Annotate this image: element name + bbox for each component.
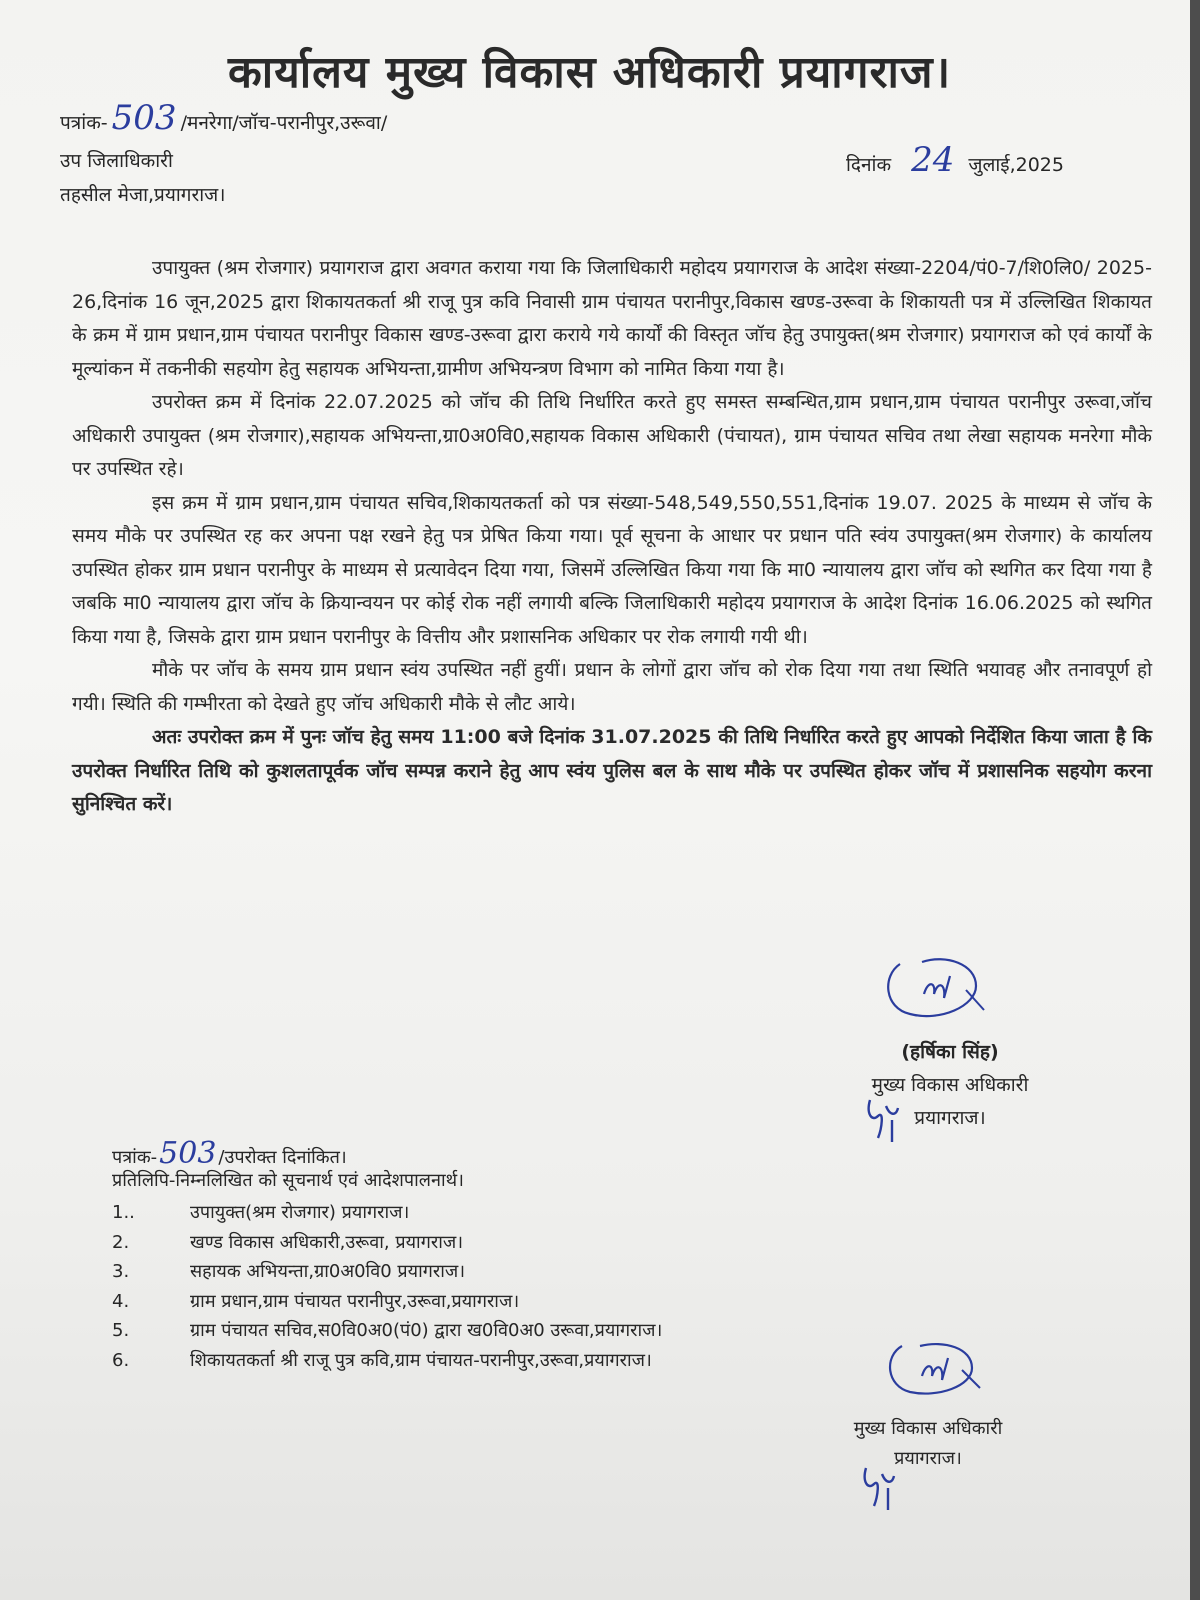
body-paragraph: उपरोक्त क्रम में दिनांक 22.07.2025 को जॉच की तिथि निर्धारित करते हुए समस्त सम्बन्धित,ग्राम प्रधान,ग्राम पंचायत परानीपुर उरूवा,जॉच अधिकारी उपायुक्त (श्रम रोजगार),सहायक अभियन्ता,ग्रा0अ0वि0,सहायक विकास अधिकारी (पंचायत), ग्राम पंचायत सचिव तथा लेखा सहायक मनरेगा मौके पर उपस्थित रहे। bbox=[72, 391, 1152, 480]
body-paragraph: मौके पर जॉच के समय ग्राम प्रधान स्वंय उपस्थित नहीं हुयीं। प्रधान के लोगों द्वारा जॉच को रोक दिया गया तथा स्थिति भयावह और तनावपूर्ण हो गयी। स्थिति की गम्भीरता को देखते हुए जॉच अधिकारी मौके से लौट आये। bbox=[72, 659, 1152, 715]
page-edge-shadow bbox=[1190, 0, 1200, 1600]
recipient-line: तहसील मेजा,प्रयागराज। bbox=[60, 184, 226, 206]
signatory-designation: मुख्य विकास अधिकारी bbox=[853, 1418, 1003, 1439]
body-paragraph: उपायुक्त (श्रम रोजगार) प्रयागराज द्वारा अवगत कराया गया कि जिलाधिकारी महोदय प्रयागराज के आदेश संख्या-2204/पं0-7/शि0लि0/ 2025-26,दिनांक 16 जून,2025 द्वारा शिकायतकर्ता श्री राजू पुत्र कवि निवासी ग्राम पंचायत परानीपुर,विकास खण्ड-उरूवा के शिकायती पत्र में उल्लिखित शिकायत के क्रम में ग्राम प्रधान,ग्राम पंचायत परानीपुर विकास खण्ड-उरूवा द्वारा कराये गये कार्यों की विस्तृत जॉच हेतु उपायुक्त(श्रम रोजगार) प्रयागराज को एवं कार्यों के मूल्यांकन में तकनीकी सहयोग हेतु सहायक अभियन्ता,ग्रामीण अभियन्त्रण विभाग को नामित किया गया है। bbox=[72, 257, 1152, 380]
signatory-place: प्रयागराज। bbox=[914, 1107, 986, 1129]
date-label: दिनांक bbox=[846, 154, 892, 176]
list-item: 5. ग्राम पंचायत सचिव,स0वि0अ0(पं0) द्वारा ख0वि0अ0 उरूवा,प्रयागराज। bbox=[112, 1320, 663, 1341]
copy-ref-prefix: पत्रांक- bbox=[112, 1147, 158, 1168]
recipient-line: उप जिलाधिकारी bbox=[60, 150, 173, 172]
copy-reference-line bbox=[112, 1136, 347, 1171]
recipient-address bbox=[60, 144, 225, 212]
list-item: 4. ग्राम प्रधान,ग्राम पंचायत परानीपुर,उरूवा,प्रयागराज। bbox=[112, 1290, 520, 1312]
initials-icon bbox=[862, 1094, 908, 1146]
list-item: 3. सहायक अभियन्ता,ग्रा0अ0वि0 प्रयागराज। bbox=[112, 1261, 466, 1282]
office-title: कार्यालय मुख्य विकास अधिकारी प्रयागराज। bbox=[228, 47, 952, 98]
date-line bbox=[846, 140, 1064, 180]
copy-intro: प्रतिलिपि-निम्नलिखित को सूचनार्थ एवं आदेशपालनार्थ। bbox=[112, 1170, 464, 1191]
ref-suffix: /मनरेगा/जॉच-परानीपुर,उरूवा/ bbox=[180, 112, 388, 134]
list-item: 6. शिकायतकर्ता श्री राजू पुत्र कवि,ग्राम पंचायत-परानीपुर,उरूवा,प्रयागराज। bbox=[112, 1349, 652, 1371]
signature-icon bbox=[880, 950, 1000, 1030]
reference-line bbox=[60, 98, 387, 138]
list-item: 1.. उपायुक्त(श्रम रोजगार) प्रयागराज। bbox=[112, 1202, 410, 1223]
copy-list bbox=[112, 1198, 662, 1375]
handwritten-copy-ref-number: 503 bbox=[159, 1136, 217, 1171]
handwritten-date-day: 24 bbox=[911, 140, 955, 180]
ref-prefix: पत्रांक- bbox=[60, 112, 108, 134]
list-item: 2. खण्ड विकास अधिकारी,उरूवा, प्रयागराज। bbox=[112, 1231, 464, 1253]
handwritten-ref-number: 503 bbox=[111, 98, 177, 138]
signatory-place: प्रयागराज। bbox=[894, 1448, 962, 1469]
date-rest: जुलाई,2025 bbox=[968, 154, 1064, 176]
signatory-name: (हर्षिका सिंह) bbox=[901, 1041, 999, 1063]
copy-ref-suffix: /उपरोक्त दिनांकित। bbox=[218, 1147, 347, 1168]
signature-icon bbox=[880, 1336, 1000, 1408]
body-paragraph: इस क्रम में ग्राम प्रधान,ग्राम पंचायत सचिव,शिकायतकर्ता को पत्र संख्या-548,549,550,551,दिनांक 19.07. 2025 के माध्यम से जॉच के समय मौके पर उपस्थित रह कर अपना पक्ष रखने हेतु पत्र प्रेषित किया गया। पूर्व सूचना के आधार पर प्रधान पति स्वंय उपायुक्त(श्रम रोजगार) के कार्यालय उपस्थित होकर ग्राम प्रधान परानीपुर के माध्यम से प्रत्यावेदन दिया गया, जिसमें उल्लिखित किया गया कि मा0 न्यायालय द्वारा जॉच को स्थगित कर दिया गया है जबकि मा0 न्यायालय द्वारा जॉच के क्रियान्वयन पर कोई रोक नहीं लगायी बल्कि जिलाधिकारी महोदय प्रयागराज के आदेश दिनांक 16.06.2025 को स्थगित किया गया है, जिसके द्वारा ग्राम प्रधान परानीपुर के वित्तीय और प्रशासनिक अधिकार पर रोक लगायी गयी थी। bbox=[72, 491, 1152, 648]
directive-paragraph: अतः उपरोक्त क्रम में पुनः जॉच हेतु समय 11:00 बजे दिनांक 31.07.2025 की तिथि निर्धारित करते हुए आपको निर्देशित किया जाता है कि उपरोक्त निर्धारित तिथि को कुशलतापूर्वक जॉच सम्पन्न कराने हेतु आप स्वंय पुलिस बल के साथ मौके पर उपस्थित होकर जॉच में प्रशासनिक सहयोग करना सुनिश्चित करें। bbox=[72, 726, 1152, 815]
initials-icon bbox=[858, 1462, 904, 1514]
signatory-designation: मुख्य विकास अधिकारी bbox=[871, 1074, 1029, 1096]
letter-body bbox=[72, 252, 1152, 822]
